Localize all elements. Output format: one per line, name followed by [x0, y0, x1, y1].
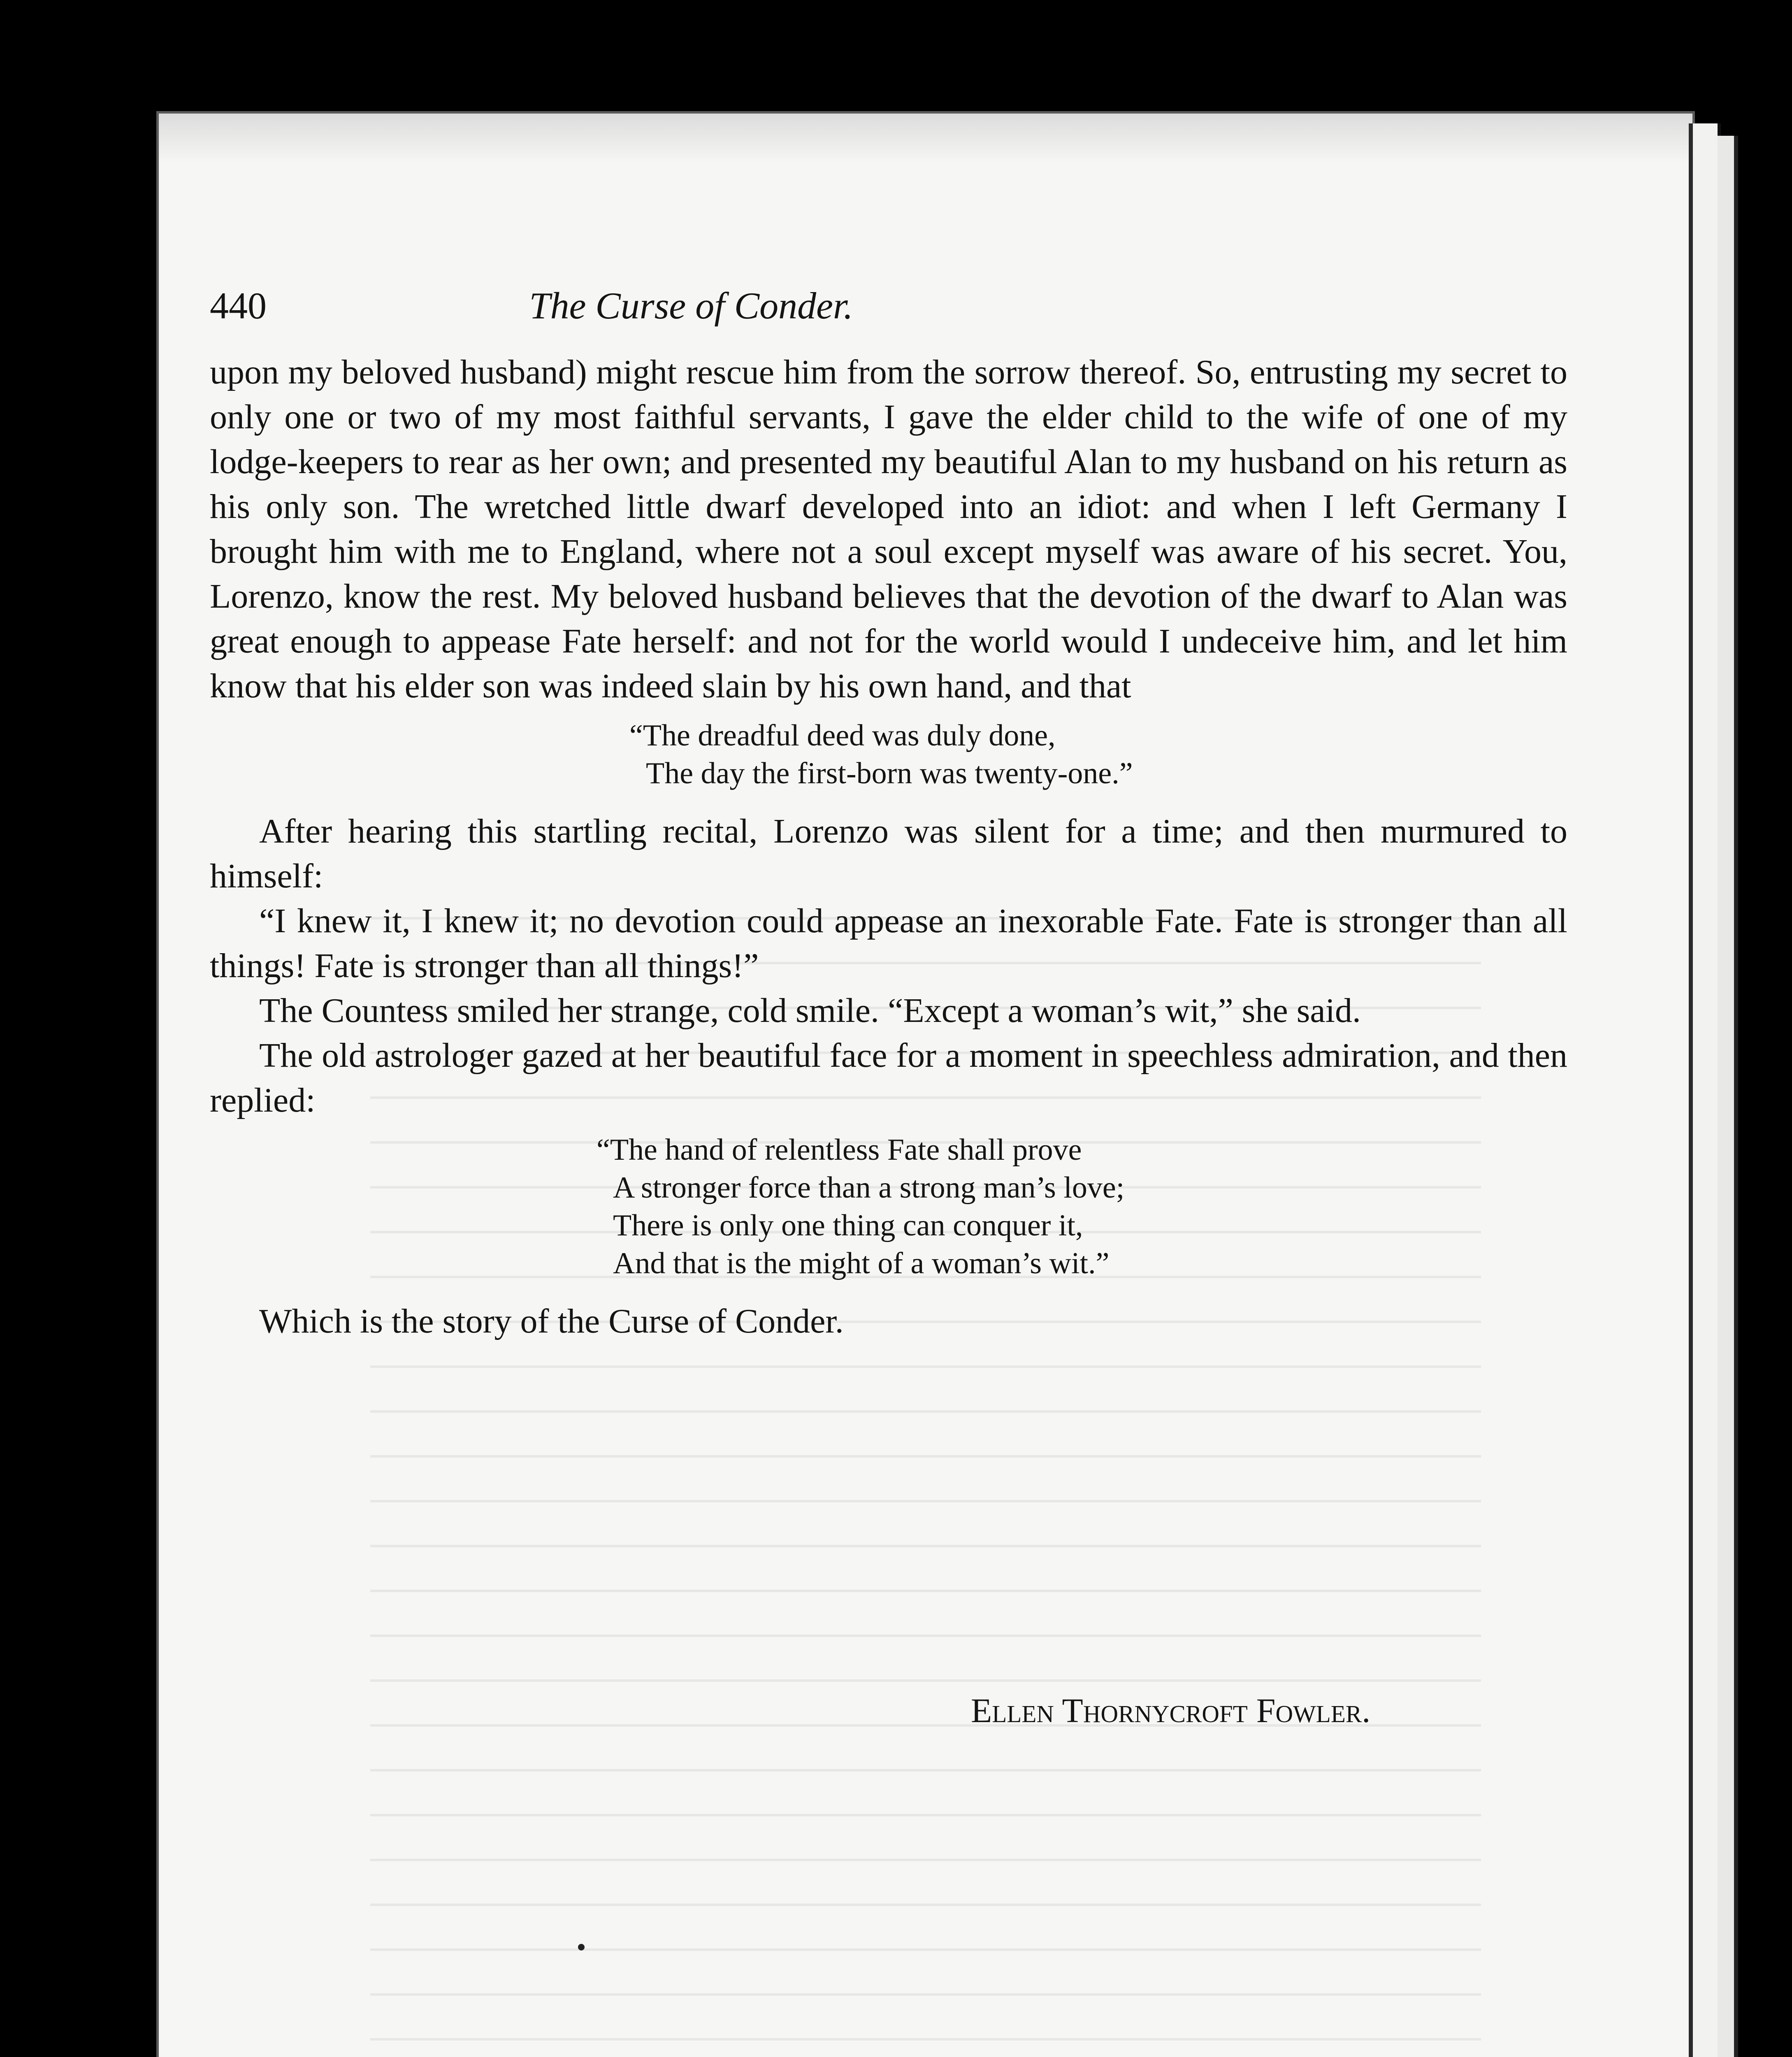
author-signature: Ellen Thornycroft Fowler. [971, 1692, 1371, 1730]
running-title: The Curse of Conder. [529, 285, 853, 327]
paragraph-4: The Countess smiled her strange, cold smile. “Except a woman’s wit,” she said. [259, 991, 1361, 1030]
paragraph-3: “I knew it, I knew it; no devotion could appease an inexorable Fate. Fate is stronger than all things! Fate is stronger than all things!” [210, 902, 1567, 985]
paragraph-6: Which is the story of the Curse of Conder. [259, 1302, 844, 1340]
verse-2 [210, 1131, 1567, 1282]
verse-2-line-4: And that is the might of a woman’s wit.” [613, 1247, 1110, 1280]
verse-2-line-3: There is only one thing can conquer it, [613, 1209, 1083, 1242]
verse-2-line-1: “The hand of relentless Fate shall prove [597, 1133, 1082, 1167]
page-edge [1689, 123, 1721, 2057]
page-number: 440 [210, 285, 267, 327]
stray-dot [578, 1944, 585, 1950]
body-text [210, 350, 1567, 1344]
verse-1-line-2: The day the first-born was twenty-one.” [646, 757, 1133, 790]
page-edge-back [1718, 136, 1738, 2057]
page-shadow [159, 114, 1692, 163]
verse-1-line-1: “The dreadful deed was duly done, [629, 719, 1056, 752]
verse-2-line-2: A stronger force than a strong man’s love; [613, 1171, 1125, 1205]
paragraph-1: upon my beloved husband) might rescue him from the sorrow thereof. So, entrusting my secret to only one or two of my most faithful servants, I gave the elder child to the wife of one of my lodge-keepers to rear as her own; and presented my beautiful Alan to my husband on his return as his only son. The wretched little dwarf developed into an idiot: and when I left Germany I brought him with me to England, where not a soul except myself was aware of his secret. You, Lorenzo, know the rest. My beloved husband believes that the devotion of the dwarf to Alan was great enough to appease Fate herself: and not for the world would I undeceive him, and let him know that his elder son was indeed slain by his own hand, and that [210, 353, 1567, 705]
paragraph-2: After hearing this startling recital, Lorenzo was silent for a time; and then murmured to himself: [210, 812, 1567, 895]
verse-1 [210, 717, 1567, 792]
page-header [210, 276, 1172, 333]
paragraph-5: The old astrologer gazed at her beautiful face for a moment in speechless admiration, and then replied: [210, 1036, 1567, 1119]
